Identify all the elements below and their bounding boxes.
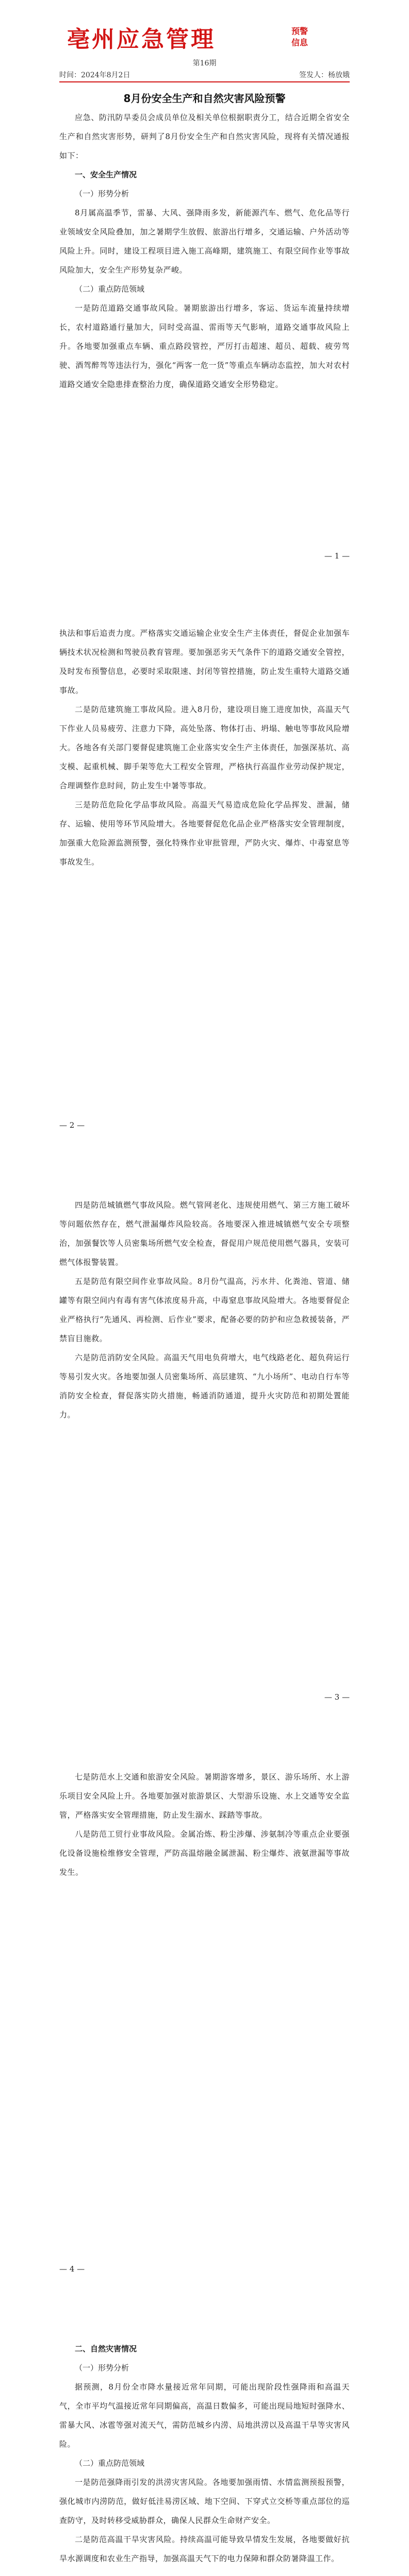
page-3 <box>0 1151 409 1723</box>
paragraph: 六是防范消防安全风险。高温天气用电负荷增大，电气线路老化、超负荷运行等易引发火灾。各地要加强人员密集场所、高层建筑、“九小场所”、电动自行车等消防安全检查，督促落实防火措施，畅通消防通道，提升火灾防范和初期处置能力。 <box>59 1353 350 1419</box>
page-number: — 1 — <box>324 551 350 561</box>
page-2 <box>0 580 409 1151</box>
masthead-rule <box>59 81 350 82</box>
issue-number: 第16期 <box>192 59 217 67</box>
subsection-heading: （一）形势分析 <box>75 189 129 198</box>
paragraph: 五是防范有限空间作业事故风险。8月份气温高，污水井、化粪池、管道、储罐等有限空间内有毒有害气体浓度易升高，中毒窒息事故风险增大。各地要督促企业严格执行“先通风、再检测、后作业”要求，配备必要的防护和应急救援装备，严禁盲目施救。 <box>59 1277 350 1343</box>
page-4-content <box>59 1768 350 1882</box>
paragraph: 四是防范城镇燃气事故风险。燃气管网老化、违规使用燃气、第三方施工破坏等问题依然存在，燃气泄漏爆炸风险较高。各地要深入推进城镇燃气安全专项整治，加强餐饮等人员密集场所燃气安全检查，督促用户规范使用燃气器具，安装可燃气体报警装置。 <box>59 1200 350 1267</box>
subsection-heading: （二）重点防范领域 <box>75 2459 145 2468</box>
page-1 <box>0 0 409 580</box>
meta-row <box>59 70 350 80</box>
page-number: — 3 — <box>324 1692 350 1702</box>
paragraph: 二是防范高温干旱灾害风险。持续高温可能导致旱情发生发展，各地要做好抗旱水源调度和农业生产指导，加强高温天气下的电力保障和群众防暑降温工作。 <box>59 2535 350 2563</box>
page-5-content <box>59 2340 350 2568</box>
page-number: — 4 — <box>59 2264 85 2274</box>
paragraph: 二是防范建筑施工事故风险。进入8月份，建设项目施工进度加快，高温天气下作业人员易疲劳、注意力下降，高处坠落、物体打击、坍塌、触电等事故风险增大。各地各有关部门要督促建筑施工企业落实安全生产主体责任，加强深基坑、高支模、起重机械、脚手架等危大工程安全管理，严格执行高温作业劳动保护规定，合理调整作息时间，防止发生中暑等事故。 <box>59 705 350 790</box>
page-3-content <box>59 1196 350 1425</box>
paragraph: 8月属高温季节，雷暴、大风、强降雨多发，新能源汽车、燃气、危化品等行业领域安全风险叠加，加之暑期学生放假、旅游出行增多，交通运输、户外活动等风险上升。同时，建设工程项目进入施工高峰期，建筑施工、有限空间作业等事故风险加大，安全生产形势复杂严峻。 <box>59 208 350 275</box>
paragraph: 据预测，8月份全市降水量接近常年同期，可能出现阶段性强降雨和高温天气，全市平均气温接近常年同期偏高，高温日数偏多，可能出现局地短时强降水、雷暴大风、冰雹等强对流天气，需防范城乡内涝、局地洪涝以及高温干旱等灾害风险。 <box>59 2382 350 2449</box>
section-heading: 一、安全生产情况 <box>75 170 137 179</box>
paragraph: 八是防范工贸行业事故风险。金属冶炼、粉尘涉爆、涉氨制冷等重点企业要强化设备设施检维修安全管理，严防高温熔融金属泄漏、粉尘爆炸、液氨泄漏等事故发生。 <box>59 1829 350 1877</box>
issue-date: 时间：2024年8月2日 <box>59 71 130 79</box>
badge-line-2: 信息 <box>291 38 308 47</box>
page-1-content <box>59 108 350 394</box>
masthead-badge <box>291 26 308 48</box>
page-4 <box>0 1723 409 2295</box>
section-heading: 二、自然灾害情况 <box>75 2344 137 2353</box>
paragraph: 一是防范强降雨引发的洪涝灾害风险。各地要加强雨情、水情监测预报预警，强化城市内涝防范，做好低洼易涝区域、地下空间、下穿式立交桥等重点部位的巡查防守，及时转移受威胁群众，确保人民群众生命财产安全。 <box>59 2478 350 2525</box>
subsection-heading: （一）形势分析 <box>75 2363 129 2372</box>
masthead-title: 亳州应急管理 <box>67 26 216 53</box>
paragraph: 执法和事后追责力度。严格落实交通运输企业安全生产主体责任，督促企业加强车辆技术状况检测和驾驶员教育管理。要加强恶劣天气条件下的道路交通安全管控，及时发布预警信息，必要时采取限速、封闭等管控措施，防止发生重特大道路交通事故。 <box>59 629 350 695</box>
badge-line-1: 预警 <box>291 26 308 36</box>
page-5 <box>0 2295 409 2576</box>
page-2-content <box>59 624 350 872</box>
issuer: 签发人：杨放娥 <box>299 71 350 79</box>
doc-title: 8月份安全生产和自然灾害风险预警 <box>123 92 286 105</box>
paragraph: 七是防范水上交通和旅游安全风险。暑期游客增多，景区、游乐场所、水上游乐项目安全风险上升。各地要加强对旅游景区、大型游乐设施、水上交通等安全监管，严格落实安全管理措施，防止发生溺水、踩踏等事故。 <box>59 1772 350 1820</box>
paragraph: 一是防范道路交通事故风险。暑期旅游出行增多，客运、货运车流量持续增长，农村道路通行量加大，同时受高温、雷雨等天气影响，道路交通事故风险上升。各地要加强重点车辆、重点路段管控，严厉打击超速、超员、超载、疲劳驾驶、酒驾醉驾等违法行为，强化“两客一危一货”等重点车辆动态监控，加大对农村道路交通安全隐患排查整治力度，确保道路交通安全形势稳定。 <box>59 303 350 389</box>
paragraph: 三是防范危险化学品事故风险。高温天气易造成危险化学品挥发、泄漏，储存、运输、使用等环节风险增大。各地要督促危化品企业严格落实安全管理制度，加强重大危险源监测预警，强化特殊作业审批管理，严防火灾、爆炸、中毒窒息等事故发生。 <box>59 800 350 867</box>
page-number: — 2 — <box>59 1121 85 1130</box>
subsection-heading: （二）重点防范领域 <box>75 284 145 294</box>
intro-paragraph: 应急、防汛防旱委员会成员单位及相关单位根据职责分工，结合近期全省安全生产和自然灾害形势，研判了8月份安全生产和自然灾害风险，现将有关情况通报如下： <box>59 113 350 160</box>
